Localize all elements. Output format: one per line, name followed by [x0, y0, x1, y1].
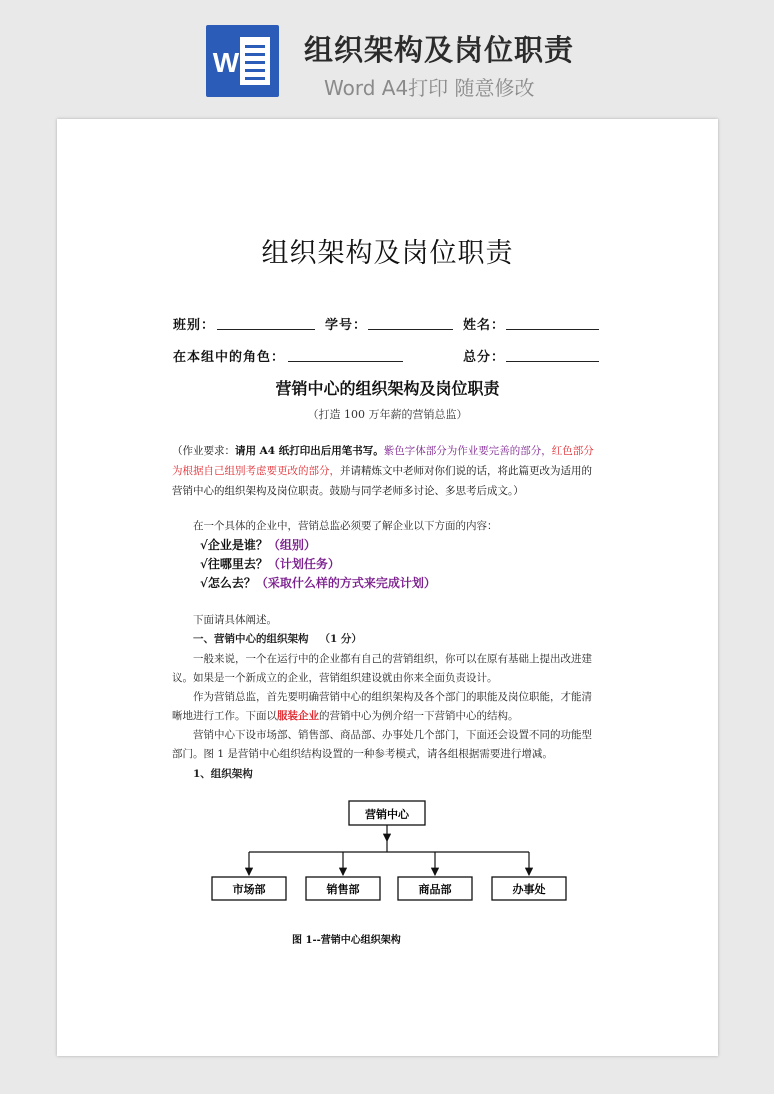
check-mark-icon: √ — [200, 538, 208, 552]
banner-title: 组织架构及岗位职责 — [304, 33, 575, 67]
word-icon — [206, 25, 279, 97]
student-id-label: 学号： — [325, 318, 368, 333]
para3-line2: 部门。图 1 是营销中心组织结构设置的一种参考模式，请各组根据需要进行增减。 — [172, 748, 553, 760]
class-label: 班别： — [173, 318, 216, 333]
note-bold: 请用 A4 纸打印出后用笔书写。 — [235, 445, 384, 457]
checklist-hint: （组别） — [267, 538, 316, 552]
intro-text: 在一个具体的企业中，营销总监必须要了解企业以下方面的内容： — [193, 520, 498, 532]
document-title: 组织架构及岗位职责 — [261, 238, 514, 269]
para2-line1: 作为营销总监，首先要明确营销中心的组织架构及各个部门的职能及岗位职能，才能清 — [193, 691, 592, 703]
checklist-hint: （计划任务） — [267, 557, 340, 571]
org-child-label: 销售部 — [326, 883, 360, 896]
section-title: 营销中心的组织架构及岗位职责 — [275, 379, 500, 398]
name-label: 姓名： — [463, 318, 506, 333]
checklist-text: 怎么去？ — [207, 576, 256, 590]
para2-suffix: 的营销中心为例介绍一下营销中心的结构。 — [319, 710, 519, 722]
para1-line1: 一般来说，一个在运行中的企业都有自己的营销组织，你可以在原有基础上提出改进建 — [193, 653, 592, 665]
top-banner — [0, 0, 774, 110]
note-suffix: 并请精炼文中老师对你们说的话，将此篇更改为适用的营销中心的组织架构及岗位职责。鼓励与同学老师多讨论、多思考后成文。） — [172, 465, 592, 497]
para2-highlight: 服装企业 — [277, 710, 319, 722]
para2-prefix: 晰地进行工作。下面以 — [172, 710, 277, 722]
figure-caption: 图 1--营销中心组织架构 — [292, 935, 401, 946]
score-label: 总分： — [463, 350, 506, 365]
section-subtitle: （打造 100 万年薪的营销总监） — [307, 408, 468, 421]
banner-subtitle: Word A4打印 随意修改 — [324, 76, 535, 100]
note-purple: 紫色字体部分为作业要完善的部分， — [383, 445, 552, 457]
org-child-label: 办事处 — [512, 883, 546, 896]
role-label: 在本组中的角色： — [173, 350, 286, 365]
para3-line1: 营销中心下设市场部、销售部、商品部、办事处几个部门，下面还会设置不同的功能型 — [193, 729, 592, 741]
heading-text: 一、营销中心的组织架构 — [193, 633, 309, 645]
checklist-hint: （采取什么样的方式来完成计划） — [255, 576, 436, 590]
subheading-org: 1、组织架构 — [193, 768, 253, 780]
org-chart — [57, 119, 718, 1056]
check-mark-icon: √ — [200, 557, 208, 571]
para1-line2: 议。如果是一个新成立的企业，营销组织建设就由你来全面负责设计。 — [172, 672, 498, 684]
lead-text: 下面请具体阐述。 — [193, 614, 277, 626]
heading-score: （1 分） — [319, 633, 362, 645]
note-prefix: （作业要求： — [172, 445, 235, 457]
org-child-label: 商品部 — [418, 883, 452, 896]
note-red: 红色部分为根据自己组别考虑要更改的部分， — [172, 445, 594, 477]
org-root-label: 营销中心 — [365, 808, 409, 821]
checklist-text: 企业是谁？ — [207, 538, 268, 552]
org-child-label: 市场部 — [232, 883, 266, 896]
check-mark-icon: √ — [200, 576, 208, 590]
icon-letter: W — [212, 47, 240, 78]
checklist-text: 往哪里去？ — [207, 557, 268, 571]
document-page — [57, 119, 718, 1056]
